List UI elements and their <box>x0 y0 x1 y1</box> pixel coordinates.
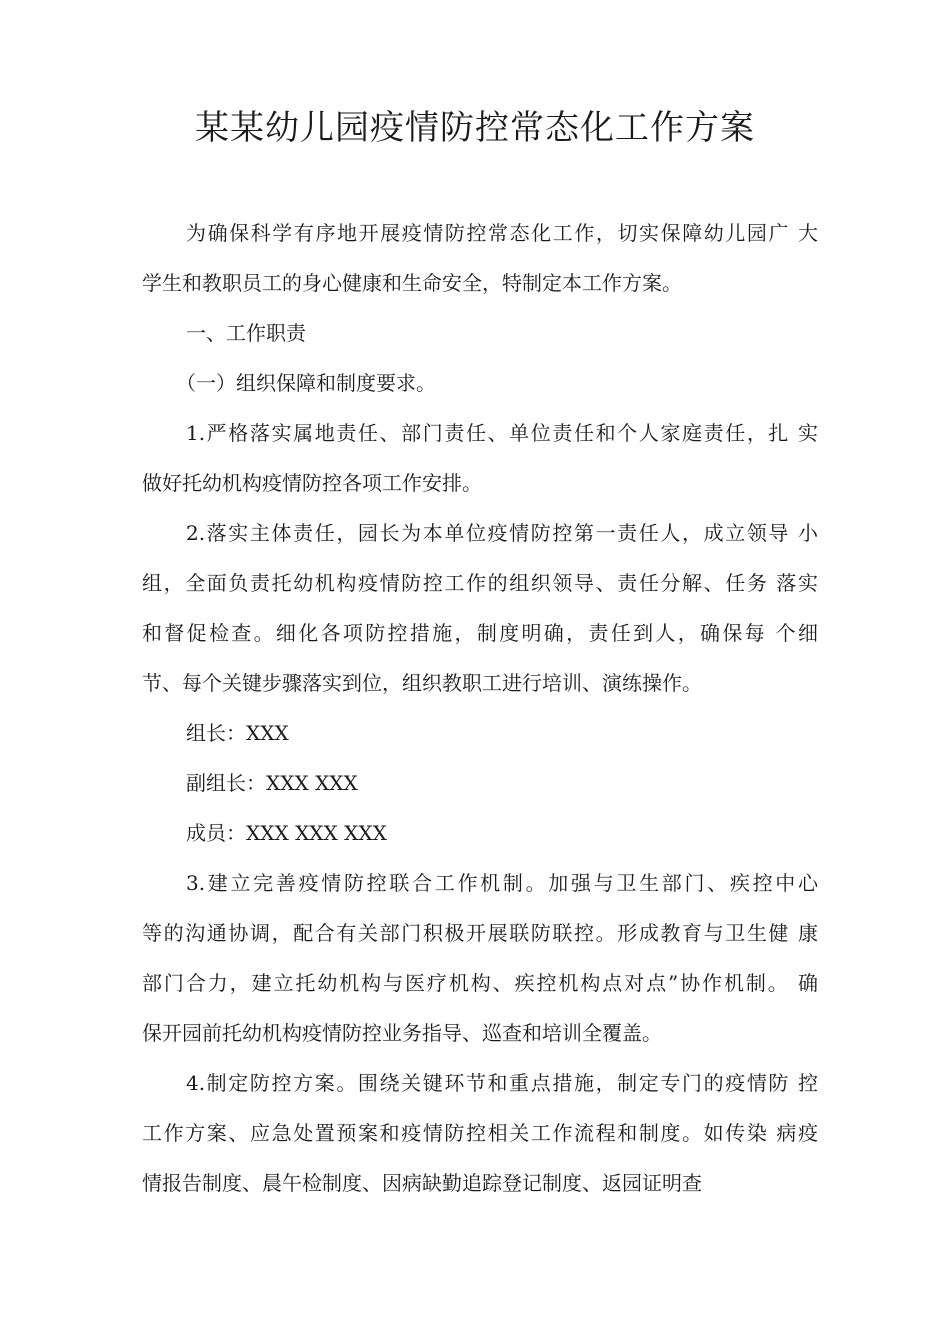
team-members-line: 成员：XXX XXX XXX <box>186 821 387 845</box>
paragraph-line: 4.制定防控方案。围绕关键环节和重点措施，制定专门的疫情防 控 <box>186 1071 818 1095</box>
paragraph-line: 保开园前托幼机构疫情防控业务指导、巡查和培训全覆盖。 <box>142 1021 662 1045</box>
paragraph-line: 做好托幼机构疫情防控各项工作安排。 <box>142 471 482 495</box>
subsection-heading: （一）组织保障和制度要求。 <box>176 371 436 395</box>
paragraph-line: 情报告制度、晨午检制度、因病缺勤追踪登记制度、返园证明查 <box>142 1171 702 1195</box>
document-body <box>142 208 818 1208</box>
paragraph-line: 3.建立完善疫情防控联合工作机制。加强与卫生部门、疾控中心 <box>186 871 818 895</box>
paragraph-line: 和督促检查。细化各项防控措施，制度明确，责任到人，确保每 个细 <box>142 621 818 645</box>
paragraph-line: 工作方案、应急处置预案和疫情防控相关工作流程和制度。如传染 病疫 <box>142 1121 818 1145</box>
paragraph-line: 学生和教职员工的身心健康和生命安全，特制定本工作方案。 <box>142 271 682 295</box>
document-title: 某某幼儿园疫情防控常态化工作方案 <box>195 108 755 148</box>
team-deputy-line: 副组长：XXX XXX <box>186 771 358 795</box>
paragraph-line: 为确保科学有序地开展疫情防控常态化工作，切实保障幼儿园广 大 <box>186 221 818 245</box>
paragraph-line: 2.落实主体责任，园长为本单位疫情防控第一责任人，成立领导 小 <box>186 521 818 545</box>
paragraph-line: 节、每个关键步骤落实到位，组织教职工进行培训、演练操作。 <box>142 671 702 695</box>
section-heading: 一、工作职责 <box>186 321 306 345</box>
team-leader-line: 组长：XXX <box>186 721 289 745</box>
paragraph-line: 等的沟通协调，配合有关部门积极开展联防联控。形成教育与卫生健 康 <box>142 921 818 945</box>
paragraph-line: 1.严格落实属地责任、部门责任、单位责任和个人家庭责任，扎 实 <box>186 421 818 445</box>
paragraph-line: 组，全面负责托幼机构疫情防控工作的组织领导、责任分解、任务 落实 <box>142 571 818 595</box>
paragraph-line: 部门合力，建立托幼机构与医疗机构、疾控机构点对点”协作机制。 确 <box>142 971 818 995</box>
